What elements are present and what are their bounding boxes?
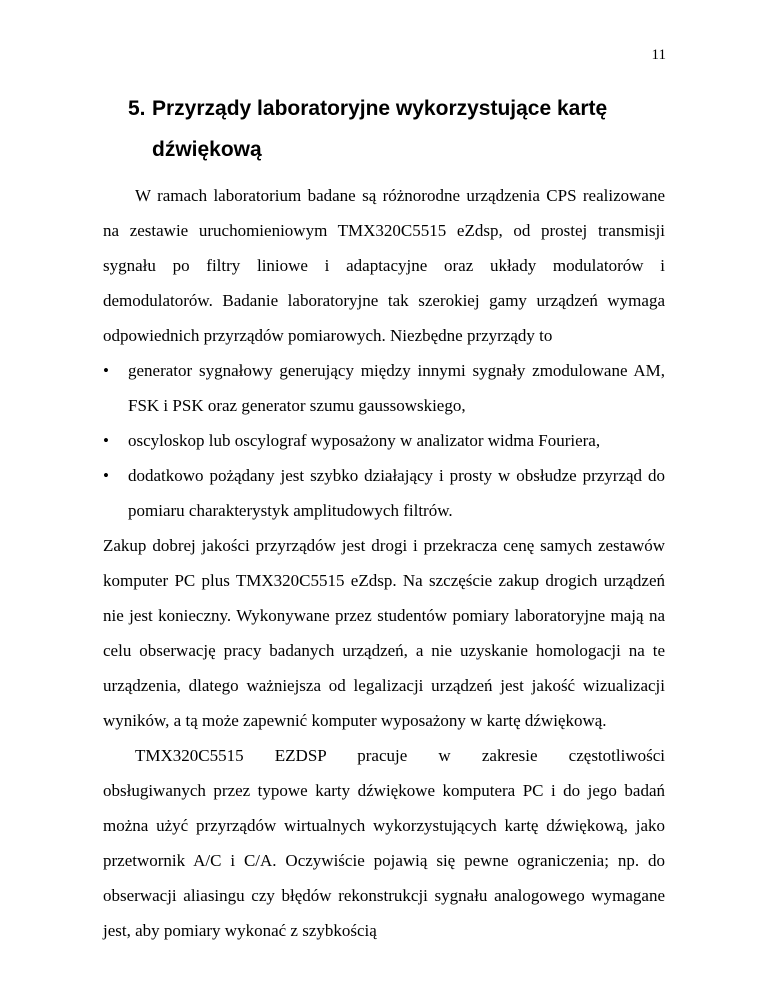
bullet-icon: • <box>103 431 109 450</box>
list-item-text: generator sygnałowy generujący między innymi sygnały zmodulowane AM, FSK i PSK oraz generator szumu gaussowskiego, <box>128 361 665 415</box>
bullet-icon: • <box>103 361 109 380</box>
page-number: 11 <box>651 47 666 63</box>
list-item-text: dodatkowo pożądany jest szybko działający i prosty w obsłudze przyrząd do pomiaru charakterystyk amplitudowych filtrów. <box>128 466 665 520</box>
list-item <box>103 458 665 528</box>
list-item <box>103 353 665 423</box>
list-item <box>103 423 665 458</box>
list-item-text: oscyloskop lub oscylograf wyposażony w analizator widma Fouriera, <box>128 431 601 450</box>
instrument-list <box>103 353 665 528</box>
section-heading <box>128 88 654 170</box>
body-text <box>103 178 665 948</box>
paragraph-tmx-rest: obsługiwanych przez typowe karty dźwiękowe komputera PC i do jego badań można użyć przyrządów wirtualnych wykorzystujących kartę dźwiękową, jako przetwornik A/C i C/A. Oczywiście pojawią się pewne ograniczenia; np. do obserwacji aliasingu czy błędów rekonstrukcji sygnału analogowego wymagane jest, aby pomiary wykonać z szybkością <box>103 781 665 940</box>
bullet-icon: • <box>103 466 109 485</box>
paragraph-cost: Zakup dobrej jakości przyrządów jest drogi i przekracza cenę samych zestawów komputer PC plus TMX320C5515 eZdsp. Na szczęście zakup drogich urządzeń nie jest konieczny. Wykonywane przez studentów pomiary laboratoryjne mają na celu obserwację pracy badanych urządzeń, a nie uzyskanie homologacji na te urządzenia, dlatego ważniejsza od legalizacji urządzeń jest jakość wizualizacji wyników, a tą może zapewnić komputer wyposażony w kartę dźwiękową. <box>103 536 665 730</box>
paragraph-intro: W ramach laboratorium badane są różnorodne urządzenia CPS realizowane na zestawie uruchomieniowym TMX320C5515 eZdsp, od prostej transmisji sygnału po filtry liniowe i adaptacyjne oraz układy modulatorów i demodulatorów. Badanie laboratoryjne tak szerokiej gamy urządzeń wymaga odpowiednich przyrządów pomiarowych. Niezbędne przyrządy to <box>103 186 665 345</box>
paragraph-tmx-first-line: TMX320C5515 EZDSP pracuje w zakresie częstotliwości <box>135 746 665 765</box>
section-number: 5. <box>128 97 146 120</box>
section-title: Przyrządy laboratoryjne wykorzystujące kartę dźwiękową <box>152 97 608 161</box>
